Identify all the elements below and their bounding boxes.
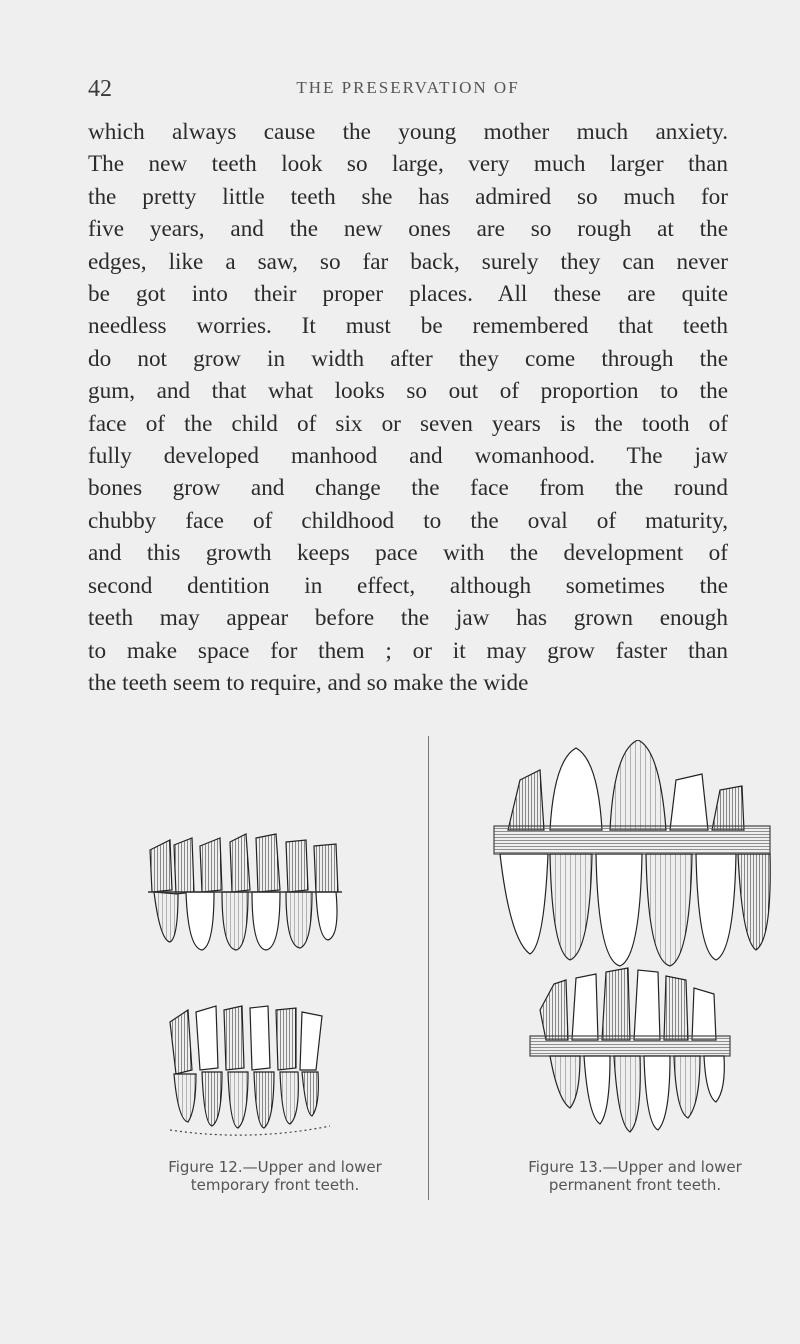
- figure-12-caption: [160, 1158, 390, 1194]
- caption-line: permanent front teeth.: [548, 1176, 722, 1194]
- running-title: THE PRESERVATION OF: [296, 78, 520, 97]
- caption-line: Figure 12.—Upper and lower: [168, 1158, 382, 1176]
- permanent-teeth-illustration: [480, 740, 780, 1160]
- upper-permanent-teeth: [494, 740, 770, 966]
- text-line: the teeth seem to require, and so make the wide: [88, 669, 529, 696]
- text-line: which always cause the young mother much anxiety.: [88, 119, 728, 145]
- figure-13-caption: [470, 1158, 800, 1194]
- text-line: the pretty little teeth she has admired so much for: [88, 183, 728, 210]
- figure-divider: [428, 736, 429, 1200]
- text-line: chubby face of childhood to the oval of maturity,: [88, 507, 728, 534]
- text-line: fully developed manhood and womanhood. The jaw: [88, 443, 728, 470]
- temporary-teeth-svg: [130, 830, 360, 1150]
- text-line: second dentition in effect, although sometimes the: [88, 572, 728, 599]
- lower-temporary-teeth: [170, 1006, 330, 1135]
- text-line: bones grow and change the face from the round: [88, 475, 728, 502]
- text-line: and this growth keeps pace with the development of: [88, 540, 728, 567]
- running-head: [88, 76, 728, 106]
- text-line: five years, and the new ones are so rough at the: [88, 216, 728, 243]
- temporary-teeth-illustration: [130, 830, 360, 1150]
- text-line: edges, like a saw, so far back, surely they can never: [88, 248, 728, 275]
- text-line: The new teeth look so large, very much larger than: [88, 151, 728, 178]
- caption-line: Figure 13.—Upper and lower: [528, 1158, 742, 1176]
- text-line: be got into their proper places. All these are quite: [88, 281, 728, 308]
- permanent-teeth-svg: [480, 740, 780, 1160]
- text-line: face of the child of six or seven years is the tooth of: [88, 410, 728, 437]
- text-line: needless worries. It must be remembered that teeth: [88, 313, 728, 340]
- text-line: teeth may appear before the jaw has grown enough: [88, 605, 728, 632]
- caption-line: temporary front teeth.: [190, 1176, 360, 1194]
- lower-permanent-teeth: [530, 968, 730, 1132]
- text-line: gum, and that what looks so out of proportion to the: [88, 378, 728, 405]
- text-line: do not grow in width after they come through the: [88, 345, 728, 372]
- page-number: 42: [88, 76, 112, 102]
- body-paragraph: [88, 116, 728, 699]
- text-line: to make space for them ; or it may grow faster than: [88, 637, 728, 664]
- upper-temporary-teeth: [148, 834, 342, 950]
